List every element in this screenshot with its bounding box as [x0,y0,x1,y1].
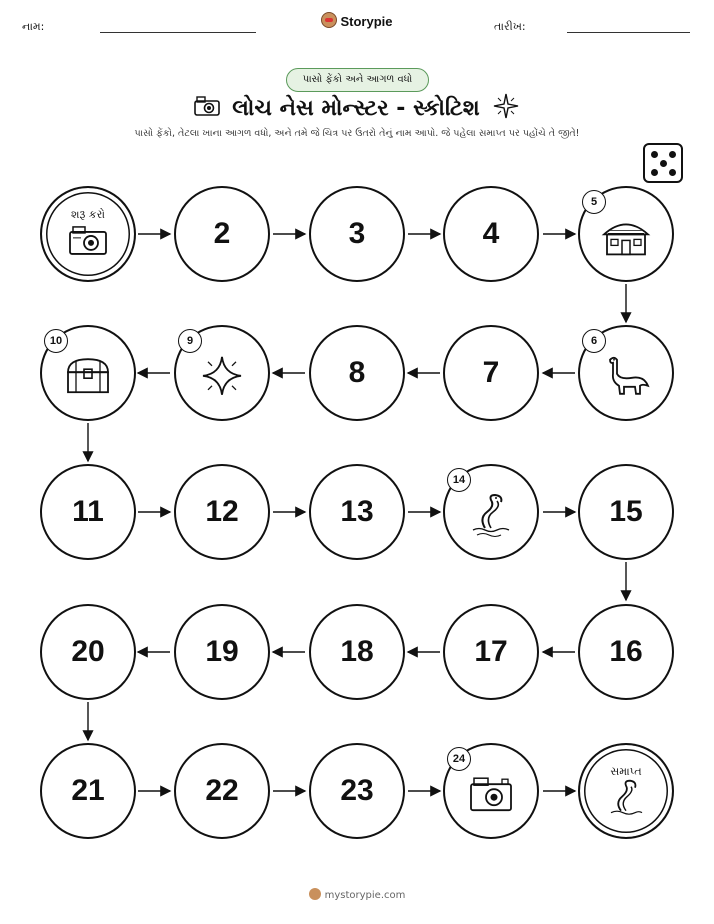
cell-23[interactable]: 23 [309,743,405,839]
cell-number-badge: 9 [178,329,202,353]
cell-start[interactable] [40,186,136,282]
cell-number-badge: 14 [447,468,471,492]
cell-2[interactable]: 2 [174,186,270,282]
cell-4[interactable]: 4 [443,186,539,282]
cell-21[interactable]: 21 [40,743,136,839]
cell-13[interactable]: 13 [309,464,405,560]
start-label: શરૂ કરો [70,208,106,221]
sparkle-icon [200,354,244,402]
cell-19[interactable]: 19 [174,604,270,700]
cell-16[interactable]: 16 [578,604,674,700]
storypie-logo-icon [309,888,321,900]
cell-22[interactable]: 22 [174,743,270,839]
cell-8[interactable]: 8 [309,325,405,421]
instruction-pill: પાસો ફેંકો અને આગળ વધો [286,68,429,92]
camera-icon [468,774,514,816]
cell-number-badge: 6 [582,329,606,353]
footer [0,888,714,901]
cell-11[interactable]: 11 [40,464,136,560]
cell-number-badge: 24 [447,747,471,771]
footer-url[interactable]: mystorypie.com [324,890,406,901]
camera-icon [67,224,109,260]
finish-label: સમાપ્ત [610,765,642,778]
cell-14[interactable] [443,464,539,560]
cell-3[interactable]: 3 [309,186,405,282]
cell-6[interactable] [578,325,674,421]
cell-finish[interactable] [578,743,674,839]
cell-12[interactable]: 12 [174,464,270,560]
cell-24[interactable] [443,743,539,839]
cell-10[interactable] [40,325,136,421]
cottage-icon [600,216,652,260]
cell-number-badge: 10 [44,329,68,353]
treasure-chest-icon [64,356,112,398]
dinosaur-icon [602,354,650,402]
brand-name: Storypie [340,14,393,29]
title-text: લોચ નેસ મોન્સ્ટર - સ્કોટિશ [232,96,480,121]
cell-18[interactable]: 18 [309,604,405,700]
cell-7[interactable]: 7 [443,325,539,421]
date-label: તારીખ: [494,20,526,33]
sea-serpent-icon [609,779,643,823]
cell-number-badge: 5 [582,190,606,214]
cell-20[interactable]: 20 [40,604,136,700]
cell-15[interactable]: 15 [578,464,674,560]
sea-serpent-icon [471,492,511,542]
name-label: નામ: [22,20,45,33]
cell-9[interactable] [174,325,270,421]
cell-5[interactable] [578,186,674,282]
instructions: પાસો ફેંકો, તેટલા ખાના આગળ વધો, અને તમે જે ચિત્ર પર ઉતરો તેનું નામ આપો. જે પહેલા સમાપ્ત પર પહોંચે તે જીતે! [134,128,580,139]
cell-17[interactable]: 17 [443,604,539,700]
